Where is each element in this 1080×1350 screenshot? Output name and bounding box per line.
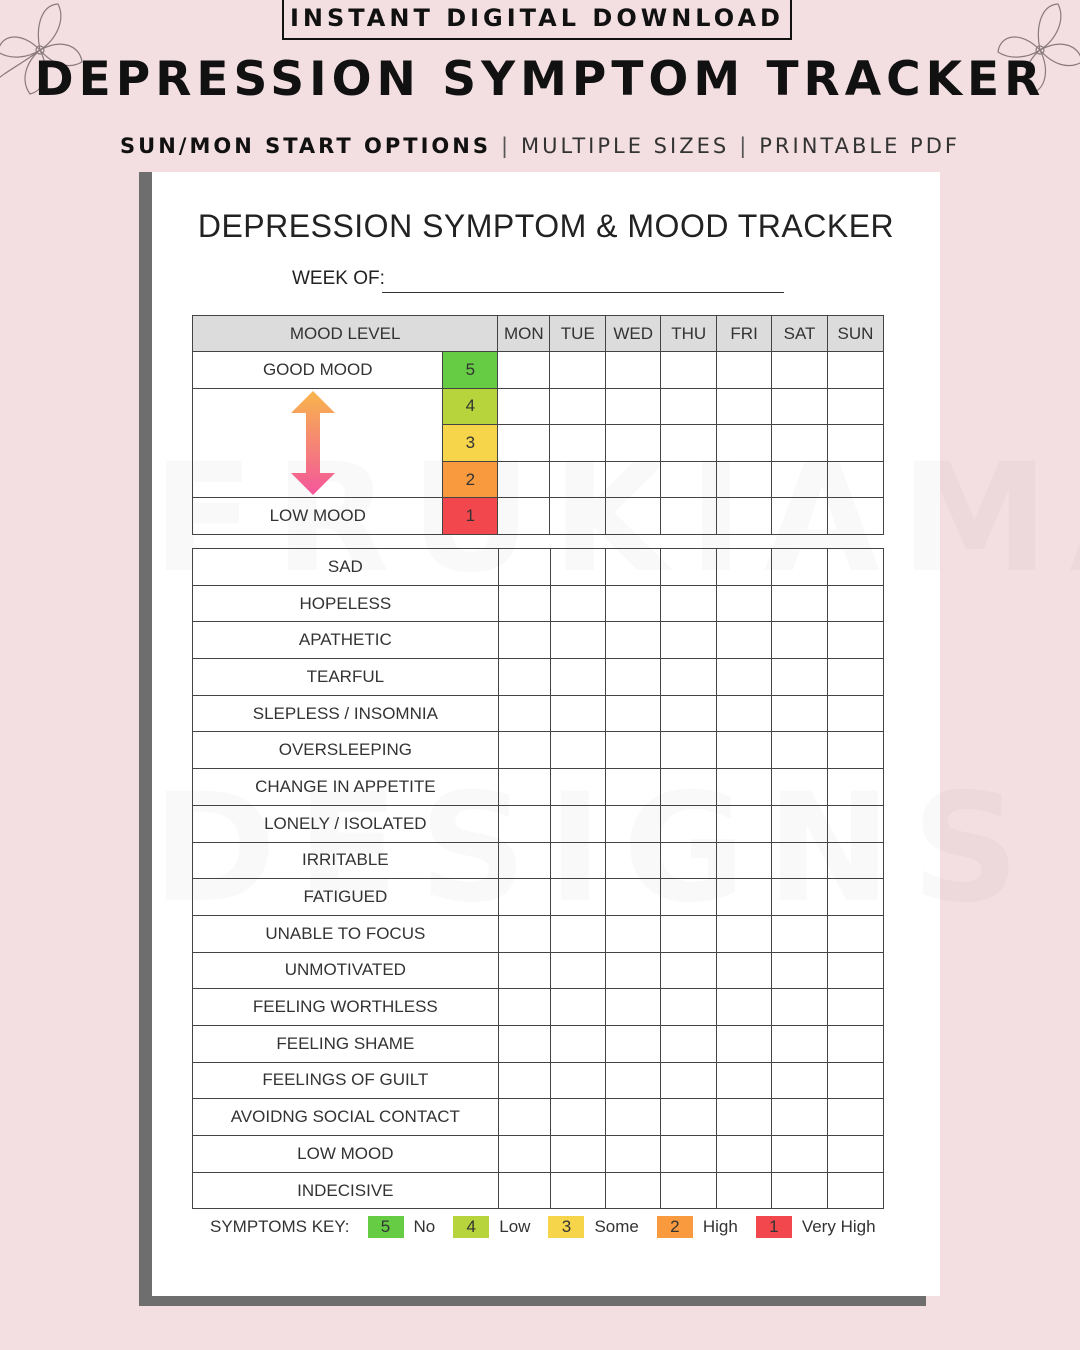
mood-level-4-badge: 4 [443, 388, 498, 425]
key-label-1: Very High [801, 1217, 876, 1236]
key-swatch-4: 4 [453, 1216, 489, 1238]
symptom-cell-sun[interactable] [828, 989, 884, 1026]
key-label-4: Low [499, 1217, 531, 1236]
mood-cell-tue[interactable] [550, 498, 606, 535]
symptom-cell-wed[interactable] [606, 1136, 661, 1173]
symptom-cell-wed[interactable] [606, 769, 661, 806]
mood-cell-fri[interactable] [717, 388, 772, 425]
symptom-cell-sat[interactable] [772, 1025, 828, 1062]
symptom-cell-tue[interactable] [550, 952, 606, 989]
symptom-row [193, 549, 884, 586]
banner-text: INSTANT DIGITAL DOWNLOAD [290, 4, 784, 32]
symptom-cell-thu[interactable] [661, 879, 717, 916]
mood-cell-sun[interactable] [828, 498, 884, 535]
symptom-cell-sun[interactable] [828, 1062, 884, 1099]
symptom-row [193, 659, 884, 696]
symptom-cell-sat[interactable] [772, 1062, 828, 1099]
symptom-cell-fri[interactable] [717, 549, 772, 586]
symptom-cell-mon[interactable] [498, 1099, 550, 1136]
symptom-cell-wed[interactable] [606, 1099, 661, 1136]
key-swatch-5: 5 [368, 1216, 404, 1238]
symptom-cell-sat[interactable] [772, 1136, 828, 1173]
key-label-5: No [413, 1217, 436, 1236]
mood-cell-wed[interactable] [606, 498, 661, 535]
symptom-label: LONELY / ISOLATED [193, 805, 499, 842]
mood-cell-wed[interactable] [606, 425, 661, 462]
symptom-cell-mon[interactable] [498, 769, 550, 806]
mood-row-4 [193, 388, 884, 425]
symptom-cell-thu[interactable] [661, 952, 717, 989]
symptom-cell-sat[interactable] [772, 915, 828, 952]
symptom-cell-mon[interactable] [498, 952, 550, 989]
symptom-label: LOW MOOD [193, 1136, 499, 1173]
symptom-cell-thu[interactable] [661, 989, 717, 1026]
symptom-cell-tue[interactable] [550, 1136, 606, 1173]
symptom-cell-sun[interactable] [828, 732, 884, 769]
symptom-cell-mon[interactable] [498, 549, 550, 586]
symptom-cell-sun[interactable] [828, 585, 884, 622]
symptom-cell-thu[interactable] [661, 805, 717, 842]
symptom-row [193, 842, 884, 879]
mood-level-header: MOOD LEVEL [193, 316, 498, 352]
symptom-cell-fri[interactable] [717, 1025, 772, 1062]
symptom-cell-thu[interactable] [661, 549, 717, 586]
week-of-field[interactable] [382, 292, 784, 293]
symptom-cell-thu[interactable] [661, 1172, 717, 1209]
symptom-table [192, 548, 884, 1209]
mood-arrow-cell [193, 388, 443, 498]
mood-cell-fri[interactable] [717, 498, 772, 535]
symptom-row [193, 915, 884, 952]
symptom-cell-wed[interactable] [606, 622, 661, 659]
symptom-cell-thu[interactable] [661, 1025, 717, 1062]
symptom-cell-mon[interactable] [498, 915, 550, 952]
subtitle-separator: | [739, 134, 750, 158]
symptom-cell-wed[interactable] [606, 805, 661, 842]
mood-cell-thu[interactable] [661, 425, 717, 462]
symptom-cell-mon[interactable] [498, 1062, 550, 1099]
symptom-cell-tue[interactable] [550, 1099, 606, 1136]
symptom-row [193, 585, 884, 622]
symptom-cell-mon[interactable] [498, 1172, 550, 1209]
symptom-row [193, 1172, 884, 1209]
symptom-cell-fri[interactable] [717, 1099, 772, 1136]
symptom-cell-sat[interactable] [772, 1172, 828, 1209]
symptom-cell-sat[interactable] [772, 879, 828, 916]
symptom-cell-mon[interactable] [498, 805, 550, 842]
symptom-cell-tue[interactable] [550, 769, 606, 806]
mood-row-5 [193, 352, 884, 389]
symptom-cell-fri[interactable] [717, 915, 772, 952]
symptom-cell-sat[interactable] [772, 952, 828, 989]
symptom-cell-mon[interactable] [498, 622, 550, 659]
mood-cell-wed[interactable] [606, 388, 661, 425]
mood-row-1 [193, 498, 884, 535]
symptom-cell-sat[interactable] [772, 659, 828, 696]
symptom-cell-sat[interactable] [772, 585, 828, 622]
symptom-cell-mon[interactable] [498, 1025, 550, 1062]
symptom-cell-thu[interactable] [661, 695, 717, 732]
symptom-cell-tue[interactable] [550, 805, 606, 842]
key-swatch-1: 1 [756, 1216, 792, 1238]
symptom-cell-sun[interactable] [828, 695, 884, 732]
subtitle-sizes: MULTIPLE SIZES [521, 134, 730, 158]
symptom-cell-wed[interactable] [606, 1062, 661, 1099]
symptom-cell-sun[interactable] [828, 842, 884, 879]
symptom-label: OVERSLEEPING [193, 732, 499, 769]
symptom-cell-sun[interactable] [828, 1099, 884, 1136]
mood-cell-sat[interactable] [772, 461, 828, 498]
symptom-cell-mon[interactable] [498, 695, 550, 732]
mood-cell-thu[interactable] [661, 352, 717, 389]
day-header-tue: TUE [550, 316, 606, 352]
mood-cell-wed[interactable] [606, 461, 661, 498]
symptom-cell-sun[interactable] [828, 952, 884, 989]
symptom-cell-mon[interactable] [498, 1136, 550, 1173]
symptom-cell-fri[interactable] [717, 585, 772, 622]
symptom-cell-mon[interactable] [498, 732, 550, 769]
symptom-cell-sat[interactable] [772, 842, 828, 879]
symptom-cell-thu[interactable] [661, 585, 717, 622]
mood-level-table [192, 315, 884, 535]
symptom-cell-sat[interactable] [772, 695, 828, 732]
symptom-cell-tue[interactable] [550, 732, 606, 769]
symptom-cell-tue[interactable] [550, 1172, 606, 1209]
good-mood-label: GOOD MOOD [193, 352, 443, 389]
mood-cell-thu[interactable] [661, 388, 717, 425]
mood-cell-tue[interactable] [550, 425, 606, 462]
symptom-cell-wed[interactable] [606, 732, 661, 769]
symptom-cell-fri[interactable] [717, 1172, 772, 1209]
symptom-cell-wed[interactable] [606, 695, 661, 732]
symptom-cell-thu[interactable] [661, 659, 717, 696]
symptom-cell-wed[interactable] [606, 1025, 661, 1062]
symptom-cell-wed[interactable] [606, 549, 661, 586]
symptom-cell-wed[interactable] [606, 842, 661, 879]
symptom-label: UNMOTIVATED [193, 952, 499, 989]
symptom-cell-fri[interactable] [717, 769, 772, 806]
symptom-label: SLEPLESS / INSOMNIA [193, 695, 499, 732]
symptom-cell-mon[interactable] [498, 879, 550, 916]
symptom-label: INDECISIVE [193, 1172, 499, 1209]
day-header-sat: SAT [772, 316, 828, 352]
mood-cell-sat[interactable] [772, 498, 828, 535]
symptom-cell-fri[interactable] [717, 879, 772, 916]
symptoms-key-label: SYMPTOMS KEY: [210, 1217, 350, 1236]
symptom-row [193, 805, 884, 842]
mood-cell-sat[interactable] [772, 352, 828, 389]
subtitle [0, 134, 1080, 158]
symptom-cell-sun[interactable] [828, 622, 884, 659]
symptom-cell-tue[interactable] [550, 842, 606, 879]
mood-cell-fri[interactable] [717, 352, 772, 389]
symptom-cell-sat[interactable] [772, 769, 828, 806]
mood-cell-tue[interactable] [550, 461, 606, 498]
low-mood-label: LOW MOOD [193, 498, 443, 535]
week-of-label: WEEK OF: [292, 268, 385, 289]
mood-cell-mon[interactable] [498, 461, 550, 498]
symptom-label: FATIGUED [193, 879, 499, 916]
symptom-cell-fri[interactable] [717, 1062, 772, 1099]
symptom-cell-wed[interactable] [606, 659, 661, 696]
symptom-cell-sat[interactable] [772, 622, 828, 659]
symptom-row [193, 1136, 884, 1173]
symptom-cell-tue[interactable] [550, 1025, 606, 1062]
subtitle-start-options: SUN/MON START OPTIONS [120, 134, 491, 158]
mood-level-3-badge: 3 [443, 425, 498, 462]
double-arrow-icon [291, 391, 335, 495]
subtitle-format: PRINTABLE PDF [759, 134, 960, 158]
symptom-label: TEARFUL [193, 659, 499, 696]
day-header-mon: MON [498, 316, 550, 352]
subtitle-separator: | [500, 134, 512, 158]
symptom-label: SAD [193, 549, 499, 586]
symptom-cell-fri[interactable] [717, 732, 772, 769]
mood-cell-thu[interactable] [661, 498, 717, 535]
mood-cell-sun[interactable] [828, 425, 884, 462]
symptom-cell-wed[interactable] [606, 989, 661, 1026]
symptom-label: CHANGE IN APPETITE [193, 769, 499, 806]
symptom-cell-tue[interactable] [550, 659, 606, 696]
mood-cell-sat[interactable] [772, 425, 828, 462]
symptom-label: HOPELESS [193, 585, 499, 622]
symptom-label: APATHETIC [193, 622, 499, 659]
symptom-cell-fri[interactable] [717, 842, 772, 879]
symptom-cell-fri[interactable] [717, 622, 772, 659]
symptom-cell-mon[interactable] [498, 659, 550, 696]
symptom-cell-sat[interactable] [772, 989, 828, 1026]
symptom-cell-wed[interactable] [606, 1172, 661, 1209]
symptom-cell-sun[interactable] [828, 805, 884, 842]
symptom-label: FEELING WORTHLESS [193, 989, 499, 1026]
symptom-cell-sun[interactable] [828, 915, 884, 952]
mood-cell-sun[interactable] [828, 388, 884, 425]
mood-cell-mon[interactable] [498, 425, 550, 462]
symptom-cell-fri[interactable] [717, 805, 772, 842]
symptom-cell-thu[interactable] [661, 769, 717, 806]
mood-cell-mon[interactable] [498, 498, 550, 535]
symptom-row [193, 952, 884, 989]
instant-download-banner [282, 0, 792, 40]
symptom-cell-mon[interactable] [498, 989, 550, 1026]
symptom-cell-fri[interactable] [717, 1136, 772, 1173]
mood-cell-sun[interactable] [828, 352, 884, 389]
symptom-cell-tue[interactable] [550, 1062, 606, 1099]
symptom-cell-wed[interactable] [606, 915, 661, 952]
mood-cell-fri[interactable] [717, 425, 772, 462]
mood-level-5-badge: 5 [443, 352, 498, 389]
symptom-cell-thu[interactable] [661, 622, 717, 659]
symptom-cell-thu[interactable] [661, 732, 717, 769]
symptom-label: FEELINGS OF GUILT [193, 1062, 499, 1099]
day-header-wed: WED [606, 316, 661, 352]
symptom-cell-thu[interactable] [661, 915, 717, 952]
symptom-cell-thu[interactable] [661, 842, 717, 879]
key-label-2: High [702, 1217, 738, 1236]
symptom-cell-mon[interactable] [498, 842, 550, 879]
mood-cell-fri[interactable] [717, 461, 772, 498]
symptom-cell-tue[interactable] [550, 989, 606, 1026]
symptom-cell-thu[interactable] [661, 1099, 717, 1136]
symptom-cell-thu[interactable] [661, 1136, 717, 1173]
symptom-cell-wed[interactable] [606, 879, 661, 916]
symptom-cell-sat[interactable] [772, 1099, 828, 1136]
symptom-cell-wed[interactable] [606, 585, 661, 622]
mood-cell-thu[interactable] [661, 461, 717, 498]
symptom-cell-fri[interactable] [717, 952, 772, 989]
symptom-cell-wed[interactable] [606, 952, 661, 989]
symptom-cell-tue[interactable] [550, 915, 606, 952]
symptom-label: FEELING SHAME [193, 1025, 499, 1062]
symptom-cell-sat[interactable] [772, 805, 828, 842]
symptom-cell-sun[interactable] [828, 659, 884, 696]
mood-cell-mon[interactable] [498, 388, 550, 425]
symptom-cell-tue[interactable] [550, 622, 606, 659]
symptom-row [193, 695, 884, 732]
symptom-cell-sat[interactable] [772, 732, 828, 769]
key-swatch-2: 2 [657, 1216, 693, 1238]
symptom-label: IRRITABLE [193, 842, 499, 879]
symptom-cell-fri[interactable] [717, 695, 772, 732]
day-header-thu: THU [661, 316, 717, 352]
symptom-row [193, 1025, 884, 1062]
mood-cell-mon[interactable] [498, 352, 550, 389]
symptom-cell-mon[interactable] [498, 585, 550, 622]
symptom-row [193, 879, 884, 916]
symptom-cell-fri[interactable] [717, 989, 772, 1026]
symptom-cell-sun[interactable] [828, 1136, 884, 1173]
symptom-row [193, 769, 884, 806]
symptom-row [193, 1062, 884, 1099]
mood-cell-tue[interactable] [550, 352, 606, 389]
tracker-sheet [152, 172, 940, 1296]
symptom-cell-sun[interactable] [828, 1025, 884, 1062]
symptom-cell-sun[interactable] [828, 1172, 884, 1209]
key-label-3: Some [594, 1217, 639, 1236]
mood-cell-tue[interactable] [550, 388, 606, 425]
day-header-sun: SUN [828, 316, 884, 352]
symptom-cell-tue[interactable] [550, 879, 606, 916]
key-swatch-3: 3 [548, 1216, 584, 1238]
mood-level-2-badge: 2 [443, 461, 498, 498]
symptom-label: UNABLE TO FOCUS [193, 915, 499, 952]
symptom-row [193, 732, 884, 769]
symptom-cell-sun[interactable] [828, 769, 884, 806]
symptom-cell-fri[interactable] [717, 659, 772, 696]
symptom-cell-thu[interactable] [661, 1062, 717, 1099]
symptom-cell-sat[interactable] [772, 549, 828, 586]
symptom-cell-sun[interactable] [828, 549, 884, 586]
symptoms-key [210, 1216, 894, 1238]
day-header-fri: FRI [717, 316, 772, 352]
symptom-cell-sun[interactable] [828, 879, 884, 916]
tracker-title: DEPRESSION SYMPTOM & MOOD TRACKER [197, 208, 895, 244]
mood-cell-sun[interactable] [828, 461, 884, 498]
mood-header-row [193, 316, 884, 352]
symptom-cell-tue[interactable] [550, 695, 606, 732]
symptom-row [193, 989, 884, 1026]
symptom-row [193, 622, 884, 659]
symptom-cell-tue[interactable] [550, 585, 606, 622]
symptom-cell-tue[interactable] [550, 549, 606, 586]
symptom-label: AVOIDNG SOCIAL CONTACT [193, 1099, 499, 1136]
mood-cell-sat[interactable] [772, 388, 828, 425]
symptom-row [193, 1099, 884, 1136]
mood-cell-wed[interactable] [606, 352, 661, 389]
main-title: DEPRESSION SYMPTOM TRACKER [34, 52, 1046, 107]
mood-level-1-badge: 1 [443, 498, 498, 535]
